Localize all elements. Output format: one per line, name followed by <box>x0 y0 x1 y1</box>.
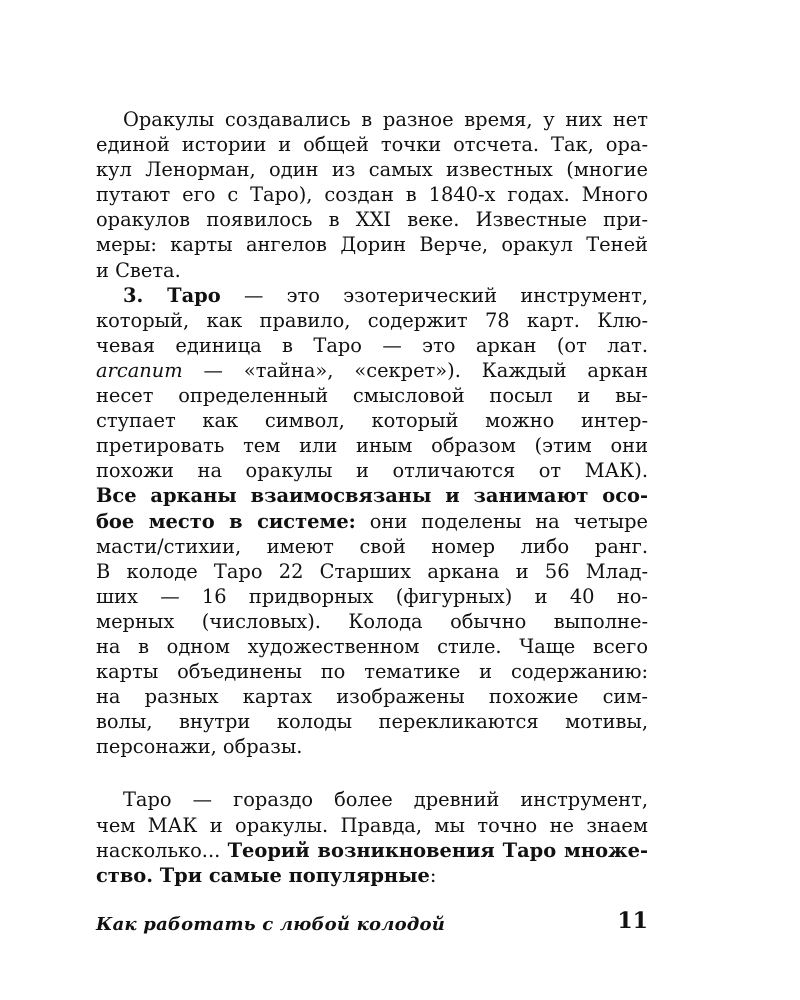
text-line <box>96 283 648 308</box>
text-line: похожи на оракулы и отличаются от МАК). <box>96 459 648 483</box>
text-line <box>96 358 648 383</box>
text-line: единой истории и общей точки отсчета. Так, ора- <box>96 133 648 157</box>
text-line: несет определенный смысловой посыл и вы- <box>96 384 648 408</box>
text-line: на в одном художественном стиле. Чаще всего <box>96 634 648 658</box>
text-line: Оракулы создавались в разное время, у них нет <box>123 108 648 131</box>
text-line: чевая единица в Таро — это аркан (от лат. <box>96 333 648 357</box>
text-line: ших — 16 придворных (фигурных) и 40 но- <box>96 584 648 608</box>
text-line: В колоде Таро 22 Старших аркана и 56 Млад- <box>96 559 648 583</box>
text-line: ступает как символ, который можно интер- <box>96 409 648 433</box>
latin-term: arcanum <box>96 358 183 382</box>
text-line: волы, внутри колоды перекликаются мотивы, <box>96 710 648 734</box>
paragraph-tarot <box>96 283 648 760</box>
text-line: персонажи, образы. <box>96 735 303 759</box>
text-line: меры: карты ангелов Дорин Верче, оракул Теней <box>96 233 648 257</box>
text-line: претировать тем или иным образом (этим они <box>96 434 648 458</box>
running-title: Как работать с любой колодой <box>96 914 445 935</box>
text-line: путают его с Таро), создан в 1840-х годах. Много <box>96 183 648 207</box>
text-fragment: — «тайна», «секрет»). Каждый аркан <box>182 358 648 382</box>
text-fragment: они поделены на четыре <box>355 509 648 533</box>
text-line: чем МАК и оракулы. Правда, мы точно не знаем <box>96 813 648 837</box>
bold-fragment: Теорий возникновения Таро множе- <box>227 838 648 862</box>
text-line <box>96 863 648 888</box>
bold-fragment: ство. Три самые популярные <box>96 863 430 887</box>
paragraph-oracles <box>96 107 648 283</box>
text-line: мерных (числовых). Колода обычно выполне- <box>96 609 648 633</box>
text-line <box>96 483 648 508</box>
tarot-heading: 3. Таро <box>123 283 221 307</box>
bold-fragment: бое место в системе: <box>96 509 356 533</box>
text-line: оракулов появилось в XXI веке. Известные при- <box>96 208 648 232</box>
page-number: 11 <box>617 908 648 934</box>
text-fragment: : <box>429 863 437 887</box>
text-line: и Света. <box>96 258 181 282</box>
text-line: кул Ленорман, один из самых известных (многие <box>96 158 648 182</box>
text-line: который, как правило, содержит 78 карт. Клю- <box>96 308 648 332</box>
body-text <box>96 107 648 888</box>
paragraph-history <box>96 787 648 887</box>
text-line: карты объединены по тематике и содержанию: <box>96 660 648 684</box>
text-fragment: — это эзотерический инструмент, <box>220 283 648 307</box>
text-line: на разных картах изображены похожие сим- <box>96 685 648 709</box>
paragraph-gap <box>96 759 648 787</box>
text-line: Таро — гораздо более древний инструмент, <box>123 788 648 812</box>
bold-fragment: Все арканы взаимосвязаны и занимают осо- <box>96 484 648 508</box>
text-fragment: насколько... <box>96 838 228 862</box>
text-line <box>96 838 648 863</box>
text-line <box>96 509 648 534</box>
text-line: масти/стихии, имеют свой номер либо ранг. <box>96 534 648 558</box>
